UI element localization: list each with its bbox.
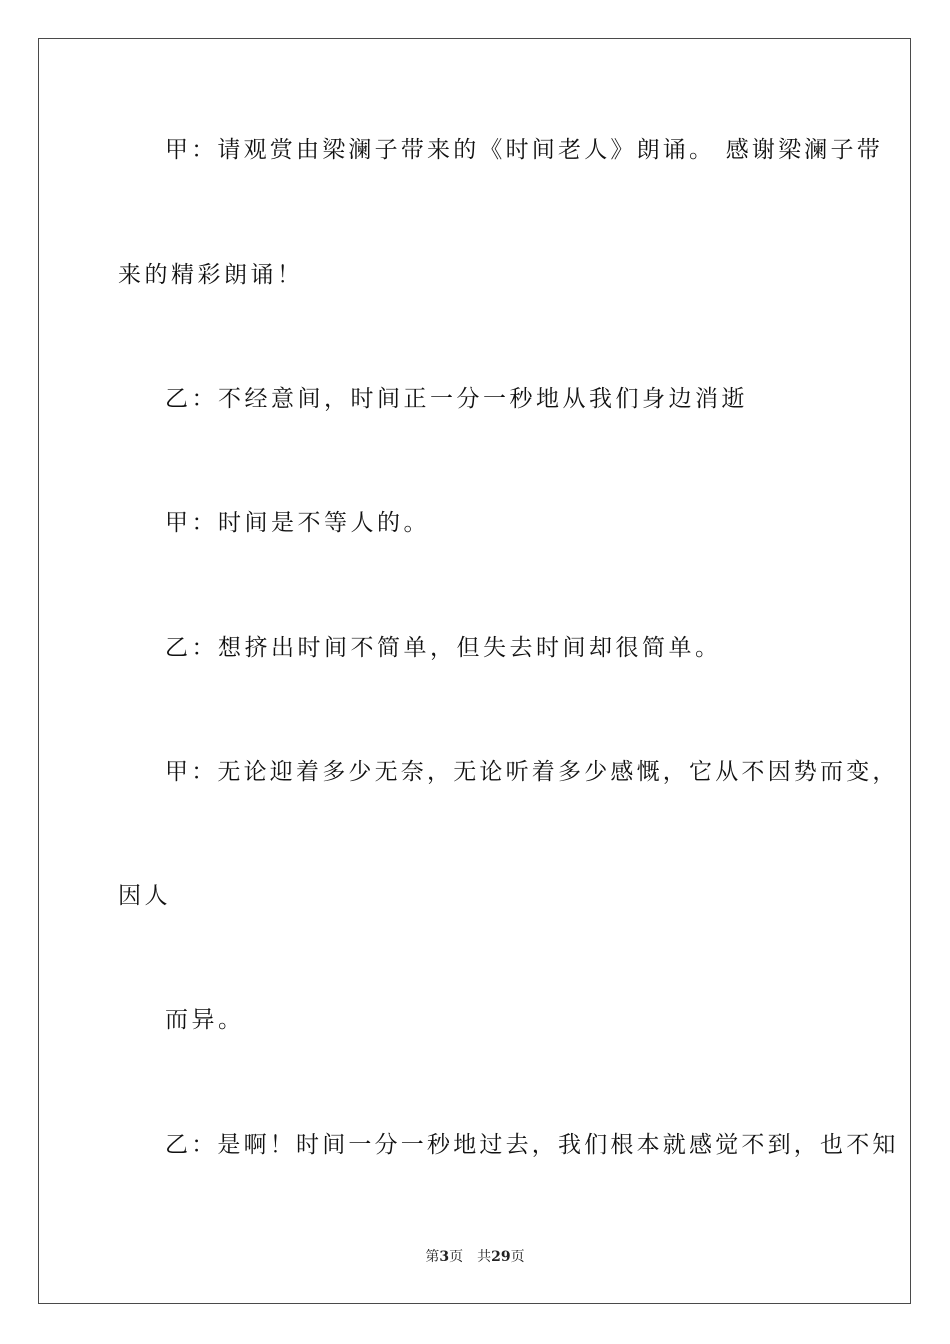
page-prefix: 第 (425, 1249, 440, 1265)
page-suffix: 页 (449, 1249, 464, 1265)
dialogue-line-4: 甲：时间是不等人的。 (165, 510, 430, 536)
dialogue-line-7: 因人 (118, 883, 171, 909)
page-border (38, 38, 911, 1304)
dialogue-line-2: 来的精彩朗诵！ (118, 262, 304, 288)
dialogue-line-9: 乙：是啊！时间一分一秒地过去，我们根本就感觉不到，也不知 (165, 1132, 899, 1158)
dialogue-line-8: 而异。 (165, 1007, 245, 1033)
dialogue-line-3: 乙：不经意间，时间正一分一秒地从我们身边消逝 (165, 386, 748, 412)
page-number: 3 (439, 1249, 450, 1265)
dialogue-line-6: 甲：无论迎着多少无奈，无论听着多少感慨，它从不因势而变， (165, 759, 899, 785)
total-pages: 29 (491, 1249, 511, 1265)
page-footer (0, 1248, 950, 1266)
dialogue-line-5: 乙：想挤出时间不简单，但失去时间却很简单。 (165, 635, 722, 661)
dialogue-line-1: 甲：请观赏由梁澜子带来的《时间老人》朗诵。 感谢梁澜子带 (165, 137, 883, 163)
total-suffix: 页 (510, 1249, 525, 1265)
total-prefix: 共 (477, 1249, 492, 1265)
